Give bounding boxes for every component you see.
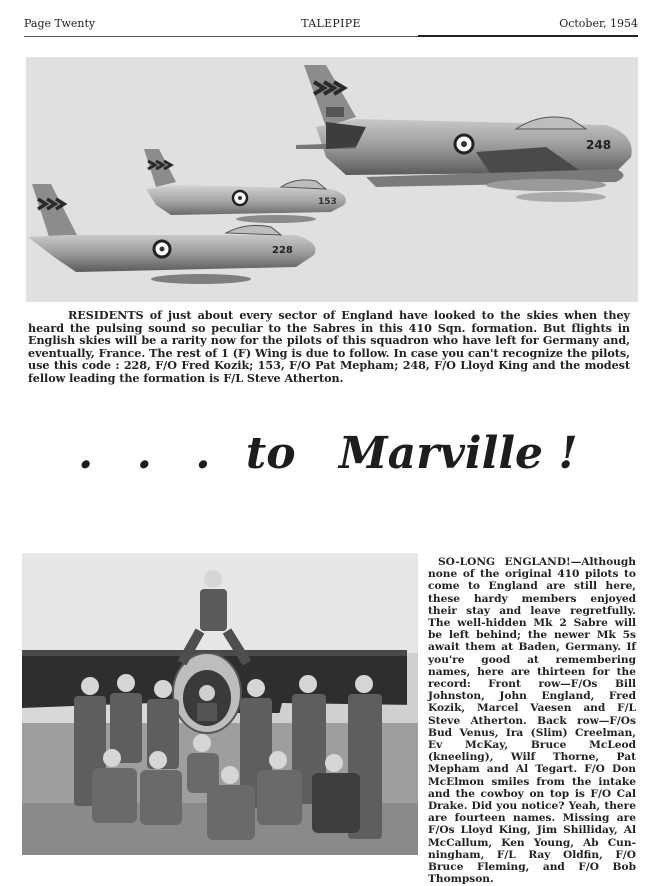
group-caption-body: —Although none of the original 410 pilots to come to England are still here, these hardy members enjoyed their stay and leave regretfully. The well-hidden Mk 2 Sabre will be left behind; the newer Mk 5s await them at Baden, Germany. If you're good at remembering names, here are thirteen for the record: Front row—F/Os Bill Johnston, John England, Fred Kozik, Marcel Vaesen and F/L Steve Atherton. Back row—F/Os Bud Venus, Ira (Slim) Creelman, Ev McKay, Bruce McLeod (kneeling), Wilf Thorne, Pat Mepham and Al Tegart. F/O Don McElmon smiles from the intake and the cowboy on top is F/O Cal Drake. Did you notice? Yeah, there are fourteen names. Missing are F/Os Lloyd King, Jim Shilliday, Al McCallum, Ken Young, Ab Cunningham, F/L Ray Oldfin, F/O Bruce Fleming, and F/O Bob Thompson. [428,556,636,886]
svg-text:248: 248 [586,138,612,152]
header-rule [24,36,638,37]
svg-text:153: 153 [318,197,337,207]
article-headline [78,428,578,498]
pilots-group-illustration [22,553,418,855]
issue-date: October, 1954 [559,17,638,30]
pilots-group-photo [22,553,418,855]
group-caption [428,556,636,885]
group-caption-lead: SO-LONG ENGLAND! [438,556,571,568]
headline-place: Marville ! [338,428,578,479]
headline-to: to [245,428,296,479]
publication-title: TALEPIPE [301,17,361,30]
sabre-formation-illustration [26,57,638,302]
caption-lead: RESIDENTS [68,308,144,322]
formation-caption [28,309,630,385]
svg-text:228: 228 [272,245,293,256]
page-header [24,17,638,33]
caption-body: of just about every sector of England have looked to the skies when they heard the pulsing sound so peculiar to the Sabres in this 410 Sqn. formation. But flights in English skies will be a rarity now for the pilots of this squadron who have left for Germany and, eventually, France. The rest of 1 (F) Wing is due to follow. In case you can't recognize the pilots, use this code : 228, F/O Fred Kozik; 153, F/O Pat Mepham; 248, F/O Lloyd King and the modest fellow leading the formation is F/L Steve Atherton. [28,308,630,385]
page-number: Page Twenty [24,17,96,30]
headline-ellipsis: . . . [78,428,225,479]
header-rule-accent [418,35,638,37]
sabre-formation-photo [26,57,638,302]
